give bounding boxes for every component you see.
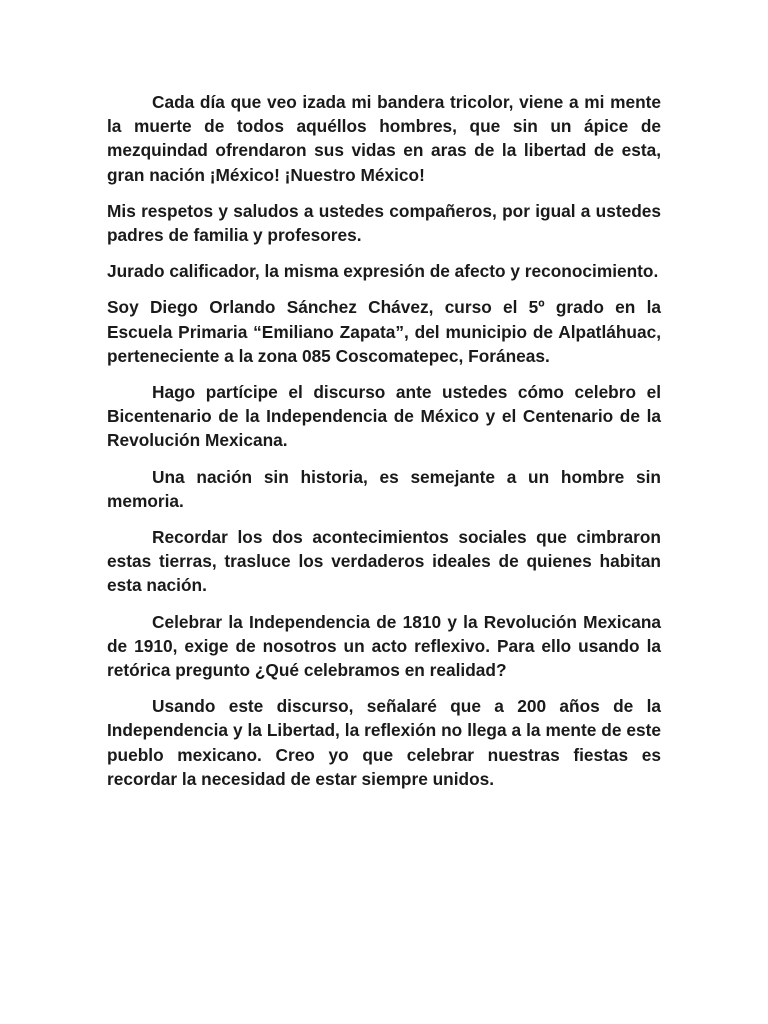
paragraph-3: Jurado calificador, la misma expresión de afecto y reconocimiento. [107, 261, 659, 282]
document-page [107, 90, 661, 803]
paragraph-7: Recordar los dos acontecimientos sociales que cimbraron estas tierras, trasluce los verdaderos ideales de quienes habitan esta nación. [107, 527, 661, 596]
paragraph-6: Una nación sin historia, es semejante a un hombre sin memoria. [107, 466, 661, 511]
paragraph-5: Hago partícipe el discurso ante ustedes cómo celebro el Bicentenario de la Independencia de México y el Centenario de la Revolución Mexicana. [107, 382, 661, 451]
paragraph-2: Mis respetos y saludos a ustedes compañeros, por igual a ustedes padres de familia y profesores. [107, 200, 661, 246]
paragraph-1: Cada día que veo izada mi bandera tricolor, viene a mi mente la muerte de todos aquéllos hombres, que sin un ápice de mezquindad ofrendaron sus vidas en aras de la libertad de esta, gran nación ¡México! ¡Nuestro México! [107, 92, 661, 185]
paragraph-8: Celebrar la Independencia de 1810 y la Revolución Mexicana de 1910, exige de nosotros un acto reflexivo. Para ello usando la retórica pregunto ¿Qué celebramos en realidad? [107, 611, 661, 681]
paragraph-9: Usando este discurso, señalaré que a 200 años de la Independencia y la Libertad, la reflexión no llega a la mente de este pueblo mexicano. Creo yo que celebrar nuestras fiestas es recordar la necesidad de estar siempre unidos. [107, 696, 661, 789]
paragraph-4: Soy Diego Orlando Sánchez Chávez, curso el 5º grado en la Escuela Primaria “Emiliano Zapata”, del municipio de Alpatláhuac, perteneciente a la zona 085 Coscomatepec, Foráneas. [107, 297, 661, 366]
